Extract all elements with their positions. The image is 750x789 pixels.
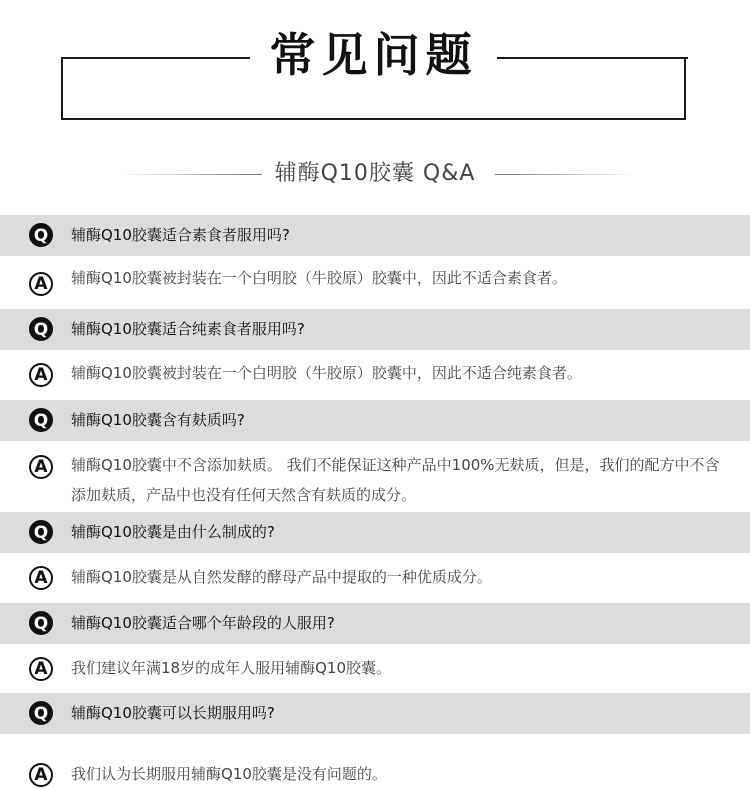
faq-question-row [0, 400, 750, 441]
faq-answer-row [0, 256, 750, 309]
faq-question: 辅酶Q10胶囊适合纯素食者服用吗? [71, 320, 305, 338]
question-badge-icon: Q [29, 701, 53, 725]
answer-badge-icon: A [29, 657, 53, 681]
faq-answer: 我们建议年满18岁的成年人服用辅酶Q10胶囊。 [71, 659, 391, 677]
title-rule-left [61, 57, 250, 59]
page-header [0, 0, 750, 140]
faq-answer-row [0, 644, 750, 693]
question-badge-icon: Q [29, 317, 53, 341]
question-badge-icon: Q [29, 223, 53, 247]
question-badge-icon: Q [29, 611, 53, 635]
faq-question: 辅酶Q10胶囊含有麸质吗? [71, 411, 245, 429]
faq-answer: 我们认为长期服用辅酶Q10胶囊是没有问题的。 [71, 765, 387, 783]
faq-question-row [0, 512, 750, 553]
faq-question: 辅酶Q10胶囊是由什么制成的? [71, 523, 275, 541]
page-subtitle: 辅酶Q10胶囊 Q&A [274, 161, 476, 186]
faq-question-row [0, 309, 750, 350]
faq-answer-row [0, 553, 750, 603]
question-badge-icon: Q [29, 520, 53, 544]
faq-answer: 辅酶Q10胶囊是从自然发酵的酵母产品中提取的一种优质成分。 [71, 568, 492, 586]
question-badge-icon: Q [29, 408, 53, 432]
answer-badge-icon: A [29, 763, 53, 787]
faq-question: 辅酶Q10胶囊可以长期服用吗? [71, 704, 275, 722]
faq-answer-row [0, 734, 750, 784]
faq-question-row [0, 693, 750, 734]
faq-question-row [0, 215, 750, 256]
faq-answer-row [0, 350, 750, 400]
faq-answer: 辅酶Q10胶囊被封装在一个白明胶（牛胶原）胶囊中，因此不适合纯素食者。 [71, 364, 582, 382]
answer-badge-icon: A [29, 455, 53, 479]
faq-question: 辅酶Q10胶囊适合素食者服用吗? [71, 226, 290, 244]
faq-question: 辅酶Q10胶囊适合哪个年龄段的人服用? [71, 614, 335, 632]
answer-badge-icon: A [29, 363, 53, 387]
answer-badge-icon: A [29, 272, 53, 296]
subtitle-rule-right [495, 174, 637, 175]
faq-answer-row [0, 441, 750, 512]
answer-badge-icon: A [29, 566, 53, 590]
faq-answer: 辅酶Q10胶囊中不含添加麸质。 我们不能保证这种产品中100%无麸质，但是，我们的配方中不含添加麸质，产品中也没有任何天然含有麸质的成分。 [71, 456, 720, 504]
faq-answer: 辅酶Q10胶囊被封装在一个白明胶（牛胶原）胶囊中，因此不适合素食者。 [71, 269, 567, 287]
faq-question-row [0, 603, 750, 644]
title-rule-right [497, 57, 688, 59]
faq-list [0, 215, 750, 784]
page-title: 常见问题 [269, 28, 478, 82]
